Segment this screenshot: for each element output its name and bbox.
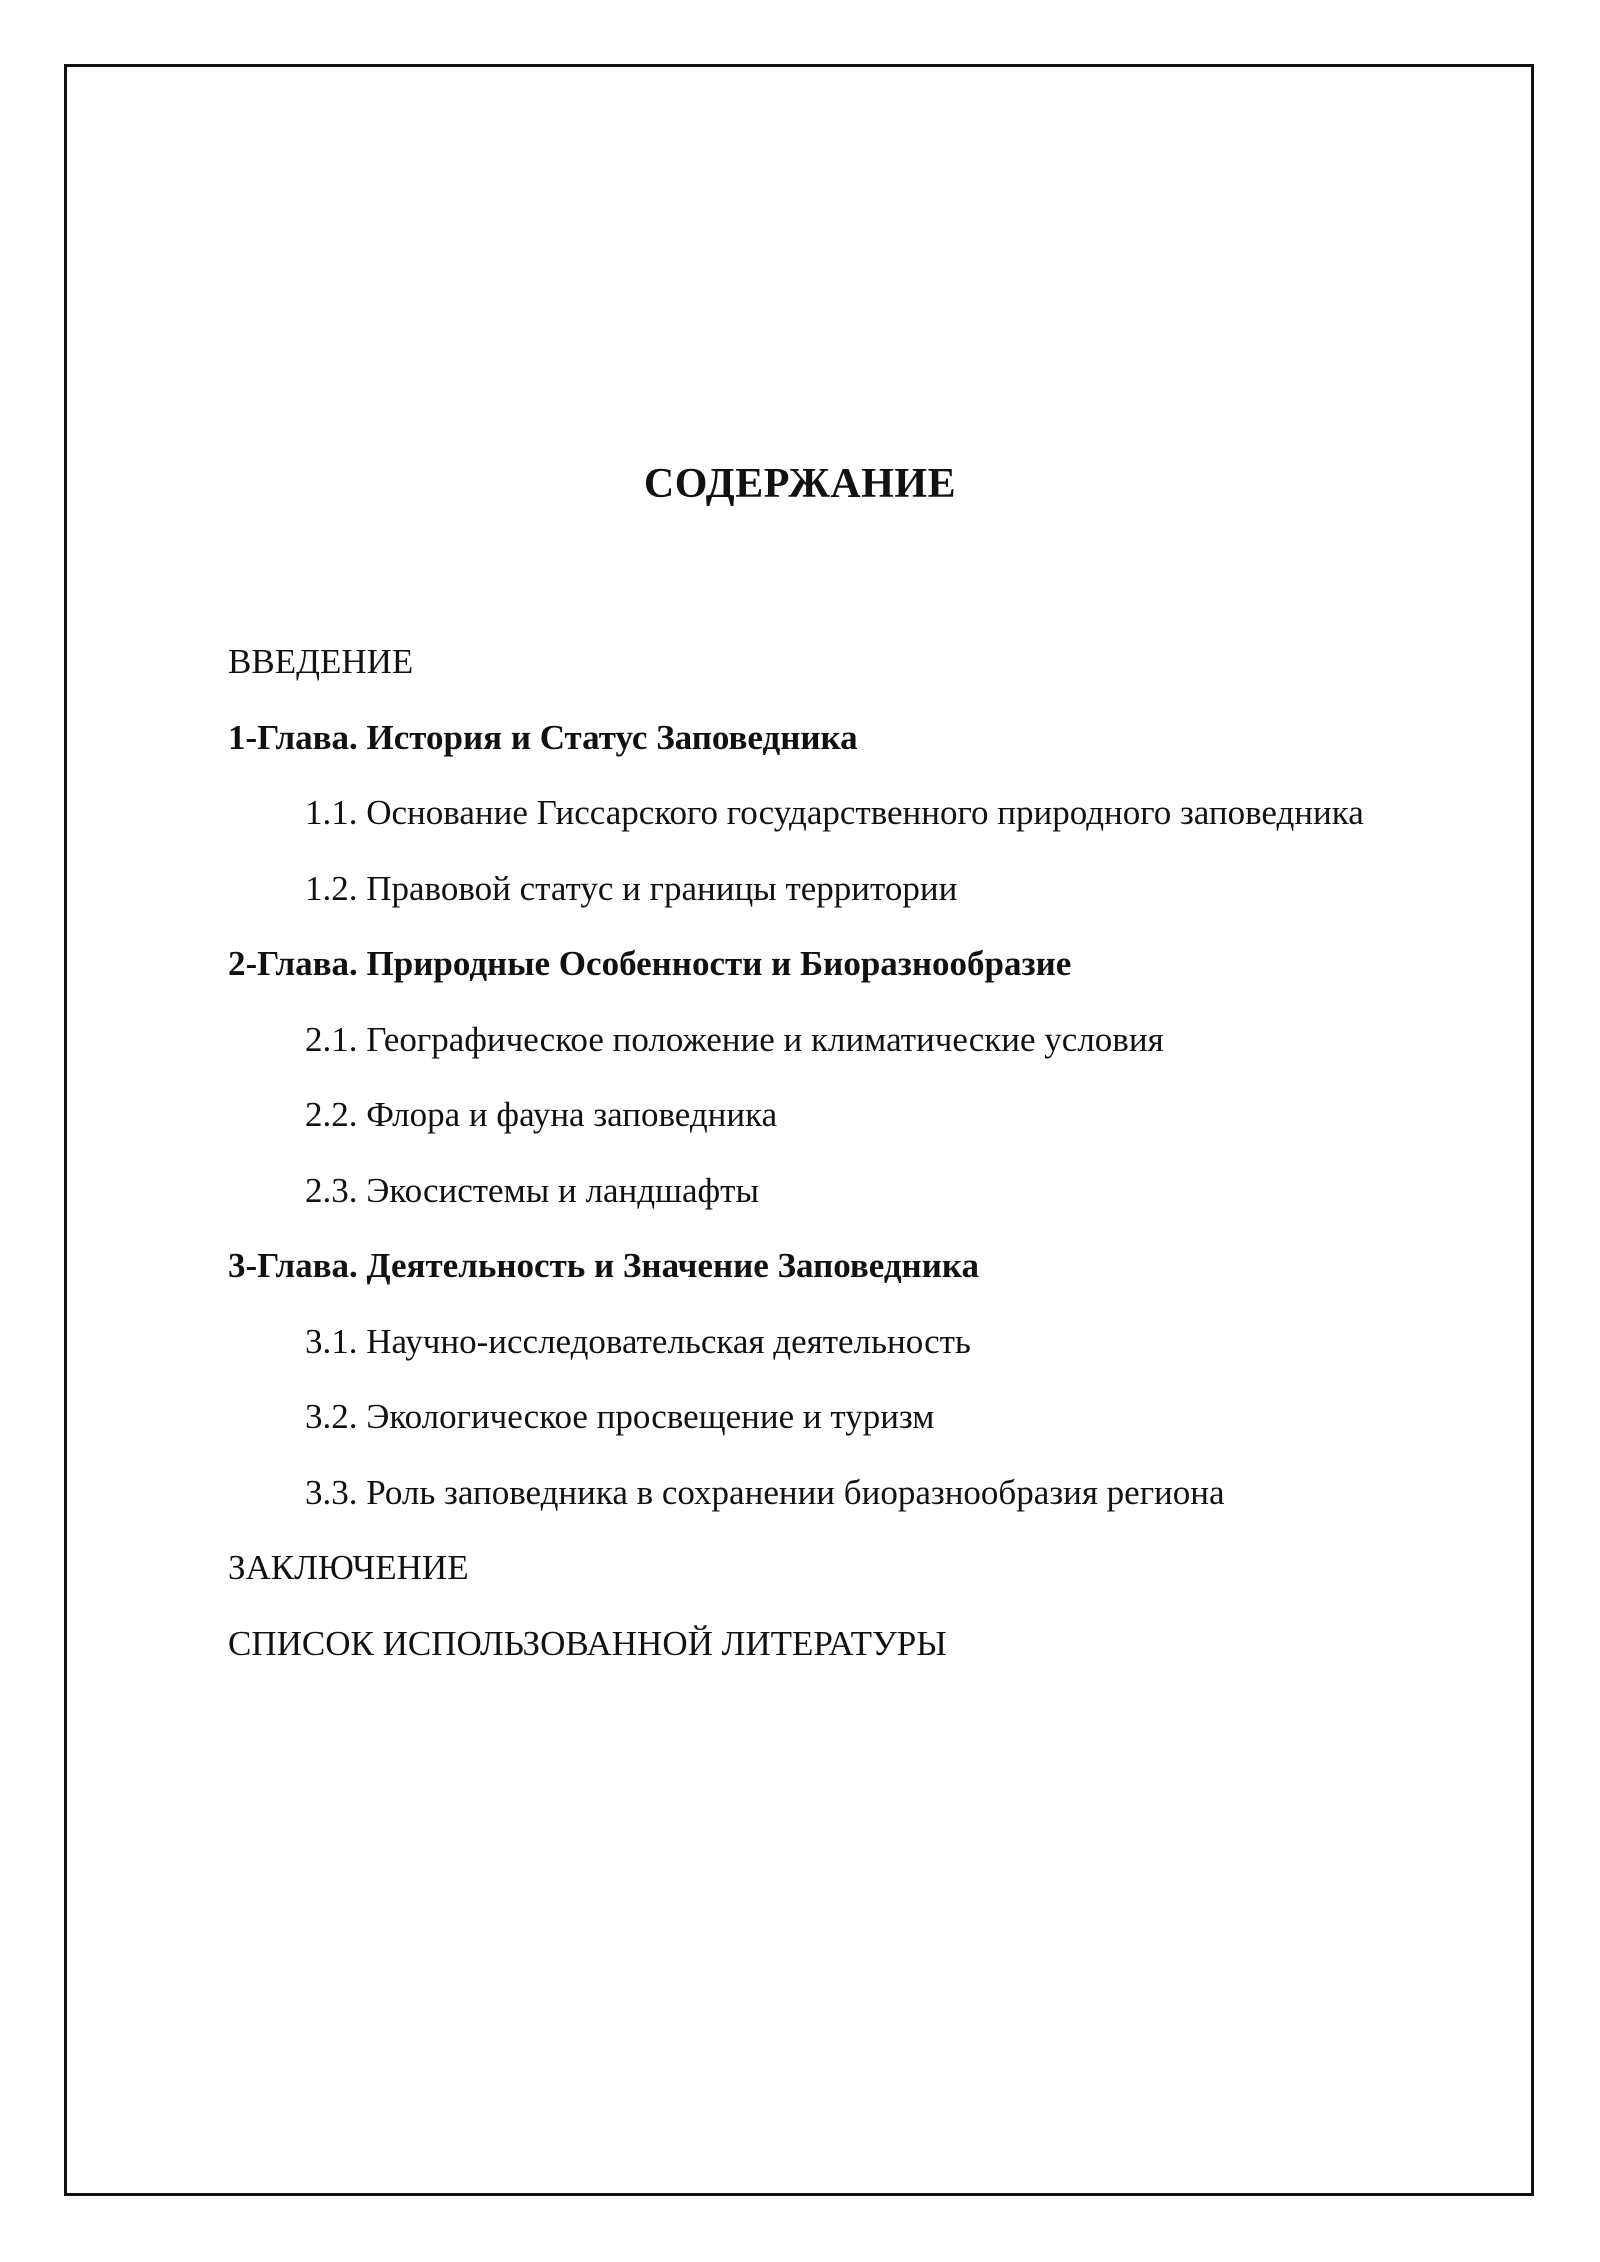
- toc-section-3-1: 3.1. Научно-исследовательская деятельность: [305, 1321, 971, 1361]
- toc-chapter-2: 2-Глава. Природные Особенности и Биоразнообразие: [228, 944, 1072, 983]
- page-title: СОДЕРЖАНИЕ: [643, 461, 957, 507]
- toc-section-2-2: 2.2. Флора и фауна заповедника: [305, 1095, 778, 1134]
- toc-section-3-3: 3.3. Роль заповедника в сохранении биоразнообразия региона: [305, 1472, 1225, 1512]
- toc-section-3-2: 3.2. Экологическое просвещение и туризм: [305, 1397, 935, 1436]
- toc-chapter-1: 1-Глава. История и Статус Заповедника: [228, 717, 858, 757]
- toc-entry-introduction: ВВЕДЕНИЕ: [228, 642, 414, 681]
- toc-section-2-1: 2.1. Географическое положение и климатические условия: [305, 1019, 1164, 1059]
- toc-section-1-2: 1.2. Правовой статус и границы территории: [305, 868, 958, 908]
- toc-entry-references: СПИСОК ИСПОЛЬЗОВАННОЙ ЛИТЕРАТУРЫ: [228, 1623, 947, 1663]
- toc-section-1-1: 1.1. Основание Гиссарского государственного природного заповедника: [305, 793, 1364, 832]
- toc-section-2-3: 2.3. Экосистемы и ландшафты: [305, 1170, 759, 1210]
- toc-chapter-3: 3-Глава. Деятельность и Значение Заповедника: [228, 1246, 980, 1285]
- table-of-contents: [228, 640, 1508, 1697]
- toc-entry-conclusion: ЗАКЛЮЧЕНИЕ: [228, 1548, 469, 1587]
